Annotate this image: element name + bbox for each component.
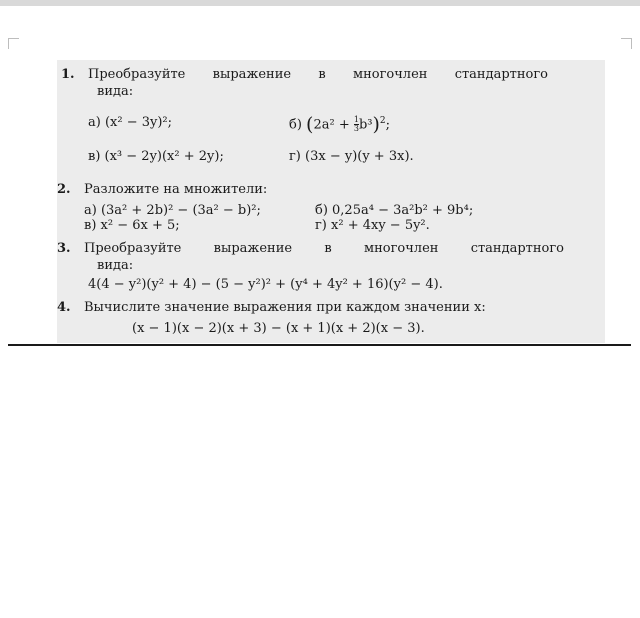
- task3-line1: [84, 241, 564, 256]
- task4-number: 4.: [57, 300, 71, 315]
- task2-item-b: б) 0,25a⁴ − 3a²b² + 9b⁴;: [315, 203, 474, 218]
- worksheet: [57, 60, 605, 343]
- top-bar: [0, 0, 640, 6]
- task3-expression: 4(4 − y²)(y² + 4) − (5 − y²)² + (y⁴ + 4y² + 16)(y² − 4).: [88, 277, 443, 292]
- task1-line1: [88, 67, 548, 82]
- task1-word: многочлен: [352, 67, 428, 82]
- task1-word: в: [318, 67, 326, 82]
- horizontal-rule: [8, 344, 631, 346]
- task1-item-b-exponent: 2: [379, 116, 386, 126]
- crop-corner-right: [621, 38, 632, 49]
- task1-line2: вида:: [97, 84, 134, 99]
- crop-corner-left: [8, 38, 19, 49]
- task3-line2: вида:: [97, 258, 134, 273]
- task1-item-b-tail: b³: [358, 117, 373, 133]
- task1-item-b-expr: 2a² +: [313, 117, 354, 133]
- task2-title: Разложите на множители:: [84, 182, 268, 197]
- task3-word: стандартного: [470, 241, 564, 256]
- task3-word: Преобразуйте: [84, 241, 182, 256]
- task1-item-b: б) (2a² + $\frac{1}{3}$ b³)$^2$;: [289, 113, 391, 136]
- task1-word: стандартного: [454, 67, 548, 82]
- fraction: $\frac{1}{3}$: [353, 115, 359, 134]
- task1-word: Преобразуйте: [88, 67, 186, 82]
- task1-item-g: г) (3x − y)(y + 3x).: [289, 149, 414, 164]
- task4-title: Вычислите значение выражения при каждом значении x:: [84, 300, 486, 315]
- task3-word: в: [324, 241, 332, 256]
- task2-item-a: а) (3a² + 2b)² − (3a² − b)²;: [84, 203, 261, 218]
- task3-number: 3.: [57, 241, 71, 256]
- task1-word: выражение: [212, 67, 292, 82]
- task2-number: 2.: [57, 182, 71, 197]
- task4-expression: (x − 1)(x − 2)(x + 3) − (x + 1)(x + 2)(x − 3).: [132, 321, 425, 336]
- task3-word: многочлен: [363, 241, 439, 256]
- task1-item-a: а) (x² − 3y)²;: [88, 115, 173, 130]
- task2-item-v: в) x² − 6x + 5;: [84, 218, 180, 233]
- task1-item-v: в) (x³ − 2y)(x² + 2y);: [88, 149, 224, 164]
- task3-word: выражение: [213, 241, 293, 256]
- task1-item-b-label: б): [289, 117, 302, 133]
- task2-item-g: г) x² + 4xy − 5y².: [315, 218, 430, 233]
- task1-number: 1.: [61, 67, 75, 82]
